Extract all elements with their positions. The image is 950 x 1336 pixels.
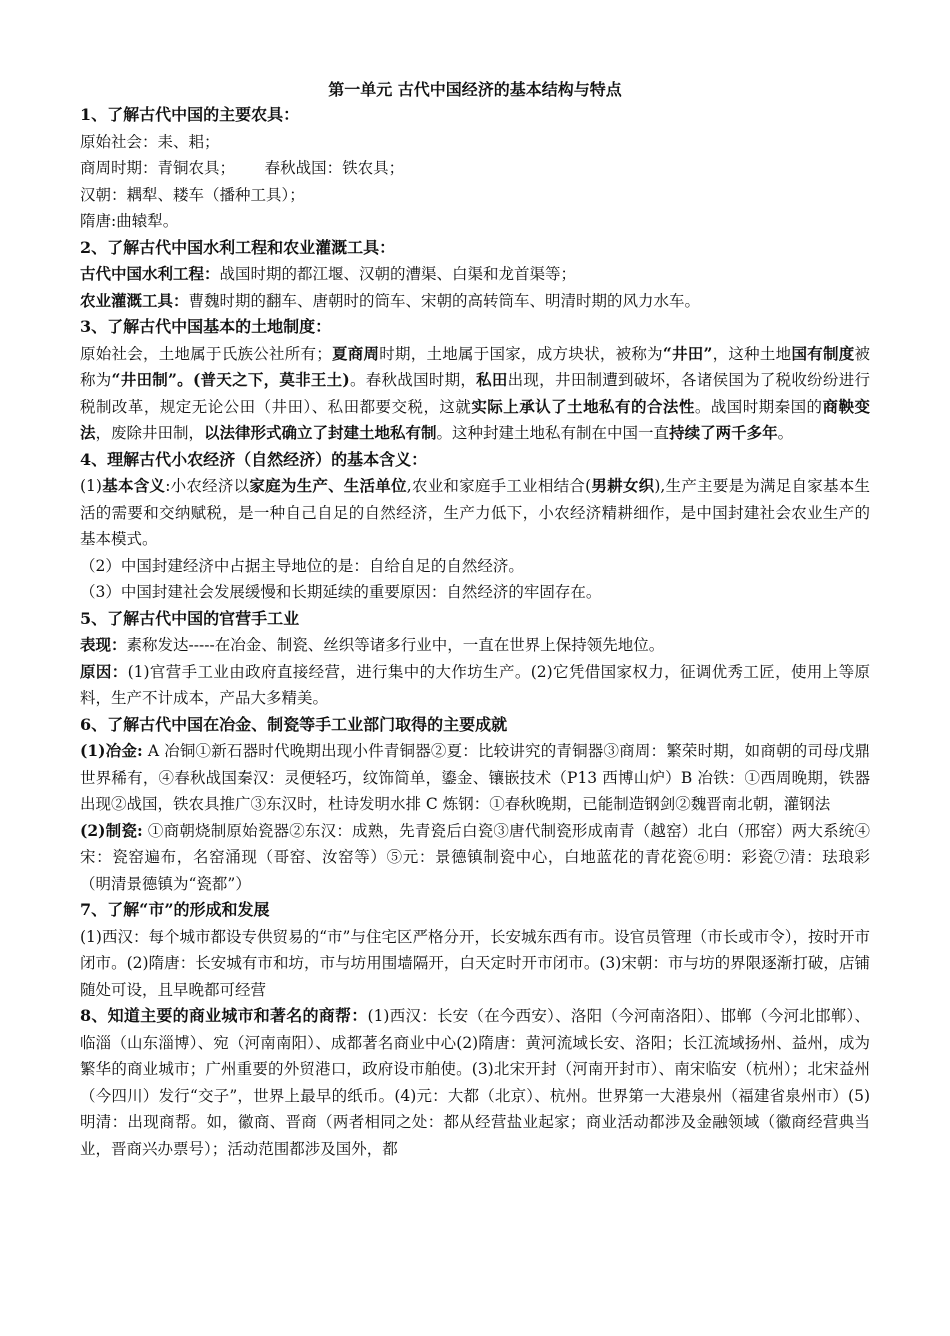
reason-label: 原因： <box>80 661 128 681</box>
section-1-line-2: 商周时期：青铜农具； 春秋战国：铁农具； <box>80 159 405 177</box>
section-1-line-4: 隋唐:曲辕犁。 <box>80 212 179 230</box>
section-3-heading: 3、了解古代中国基本的土地制度： <box>80 317 332 336</box>
section-8-paragraph <box>80 1003 870 1162</box>
text-run: (1) <box>80 477 102 495</box>
section-6-metallurgy <box>80 738 870 818</box>
water-projects-label: 古代中国水利工程： <box>80 264 220 283</box>
irrigation-tools-label: 农业灌溉工具： <box>80 290 189 310</box>
section-2-line-2 <box>80 288 870 315</box>
page-title: 第一单元 古代中国经济的基本结构与特点 <box>328 80 622 99</box>
text-run: 。 <box>777 424 794 442</box>
water-projects-text: 战国时期的都江堰、汉朝的漕渠、白渠和龙首渠等； <box>219 265 577 283</box>
section-6-porcelain <box>80 818 870 898</box>
bold-run: 商鞅变法 <box>80 396 870 442</box>
bold-run: 夏商周 <box>331 343 380 363</box>
text-run: 。这种封建土地私有制在中国一直 <box>436 424 670 442</box>
metallurgy-text: A 冶铜①新石器时代晚期出现小件青铜器②夏：比较讲究的青铜器③商周：繁荣时期，如商朝的司母戊鼎世界稀有，④春秋战国秦汉：灵便轻巧，纹饰简单，鎏金、镶嵌技术（P13 西博山炉）B 冶铁：①西周晚期，铁器出现②战国，铁农具推广③东汉时，杜诗发明水排 C 炼钢：①春秋晚期，已能制造钢剑②魏晋南北朝，灌钢法 <box>80 742 870 813</box>
text-run: 。春秋战国时期， <box>349 371 477 389</box>
text-run: 原始社会，土地属于氏族公社所有； <box>80 344 332 363</box>
section-6-heading: 6、了解古代中国在冶金、制瓷等手工业部门取得的主要成就 <box>80 714 508 734</box>
document-page <box>80 80 870 1162</box>
bold-run: 持续了两千多年 <box>669 423 778 442</box>
bold-run: 家庭为生产、生活单位 <box>249 476 407 495</box>
bold-run: 男耕女织 <box>591 476 655 495</box>
section-4-point-3: （3）中国封建社会发展缓慢和长期延续的重要原因：自然经济的牢固存在。 <box>80 583 602 601</box>
section-5-line-1 <box>80 632 870 659</box>
text-run: ,农业和家庭手工业相结合( <box>406 477 592 495</box>
section-4-point-1 <box>80 473 870 553</box>
text-run: ，废除井田制， <box>95 424 205 442</box>
reason-text: (1)官营手工业由政府直接经营，进行集中的大作坊生产。(2)它凭借国家权力，征调优秀工匠，使用上等原料，生产不计成本，产品大多精美。 <box>80 662 870 707</box>
section-1-line-1: 原始社会：耒、耜； <box>80 132 220 151</box>
bold-run: 实际上承认了土地私有的合法性 <box>471 396 695 416</box>
porcelain-text: ①商朝烧制原始瓷器②东汉：成熟，先青瓷后白瓷③唐代制瓷形成南青（越窑）北白（邢窑）两大系统④宋：瓷窑遍布，名窑涌现（哥窑、汝窑等）⑤元：景德镇制瓷中心，白地蓝花的青花瓷⑥明：彩瓷⑦清：珐琅彩（明清景德镇为“瓷都”） <box>80 821 870 893</box>
text-run: 时期，土地属于国家，成方块状，被称为 <box>379 344 663 363</box>
text-run: ),生产主要是为满足自家基本生活的需要和交纳赋税，是一种自己自足的自然经济，生产力低下，小农经济精耕细作，是中国封建社会农业生产的基本模式。 <box>80 477 870 548</box>
bold-run: 以法律形式确立了封建土地私有制 <box>204 423 437 442</box>
section-7-paragraph: (1)西汉：每个城市都设专供贸易的“市”与住宅区严格分开，长安城东西有市。设官员管理（市长或市令），按时开市闭市。(2)隋唐：长安城有市和坊，市与坊用围墙隔开，白天定时开市闭市。(3)宋朝：市与坊的界限逐渐打破，店铺随处可设，且早晚都可经营 <box>80 927 870 999</box>
section-4-heading: 4、理解古代小农经济（自然经济）的基本含义： <box>80 449 428 469</box>
section-3-paragraph <box>80 341 870 447</box>
performance-label: 表现： <box>80 635 127 654</box>
text-run: :小农经济以 <box>165 477 250 495</box>
section-8-heading: 8、知道主要的商业城市和著名的商帮： <box>80 1006 368 1025</box>
text-run: 。战国时期秦国的 <box>694 397 823 416</box>
bold-run: “井田” <box>662 343 713 363</box>
section-8-text: (1)西汉：长安（在今西安）、洛阳（今河南洛阳）、邯郸（今河北邯郸）、临淄（山东淄博）、宛（河南南阳）、成都著名商业中心(2)隋唐：黄河流域长安、洛阳；长江流域扬州、益州，成为繁华的商业城市；广州重要的外贸港口，政府设市舶使。(3)北宋开封（河南开封市）、南宋临安（杭州）；北宋益州（今四川）发行“交子”，世界上最早的纸币。(4)元：大都（北京）、杭州。世界第一大港泉州（福建省泉州市）(5)明清：出现商帮。如，徽商、晋商（两者相同之处：都从经营盐业起家；商业活动都涉及金融领域（徽商经营典当业，晋商兴办票号）；活动范围都涉及国外，都 <box>80 1007 870 1158</box>
bold-run: “井田制”。(普天之下，莫非王土) <box>111 370 350 389</box>
section-4-point-2: （2）中国封建经济中占据主导地位的是：自给自足的自然经济。 <box>80 556 524 575</box>
section-1-heading: 1、了解古代中国的主要农具： <box>80 105 300 124</box>
text-run: ，这种土地 <box>712 344 792 363</box>
text-run: 出现，井田制遭到破坏，各诸侯国为了税收纷纷进行税制改革，规定无论公田（井田）、私田都要交税，这就 <box>80 371 870 416</box>
section-5-heading: 5、了解古代中国的官营手工业 <box>80 608 300 628</box>
bold-run: 基本含义 <box>101 476 166 495</box>
section-5-line-2 <box>80 659 870 712</box>
section-7-heading: 7、了解“市”的形成和发展 <box>80 900 270 919</box>
text-run: 被称为 <box>80 344 870 389</box>
metallurgy-label: (1)冶金: <box>80 741 143 760</box>
bold-run: 国有制度 <box>791 343 855 363</box>
section-2-heading: 2、了解古代中国水利工程和农业灌溉工具： <box>80 237 396 257</box>
bold-run: 私田 <box>476 370 508 389</box>
irrigation-tools-text: 曹魏时期的翻车、唐朝时的筒车、宋朝的高转筒车、明清时期的风力水车。 <box>188 291 701 310</box>
performance-text: 素称发达-----在冶金、制瓷、丝织等诸多行业中，一直在世界上保持领先地位。 <box>126 636 665 654</box>
section-1-line-3: 汉朝：耦犁、耧车（播种工具）； <box>80 185 305 204</box>
porcelain-label: (2)制瓷: <box>80 820 143 840</box>
section-2-line-1 <box>80 261 870 288</box>
